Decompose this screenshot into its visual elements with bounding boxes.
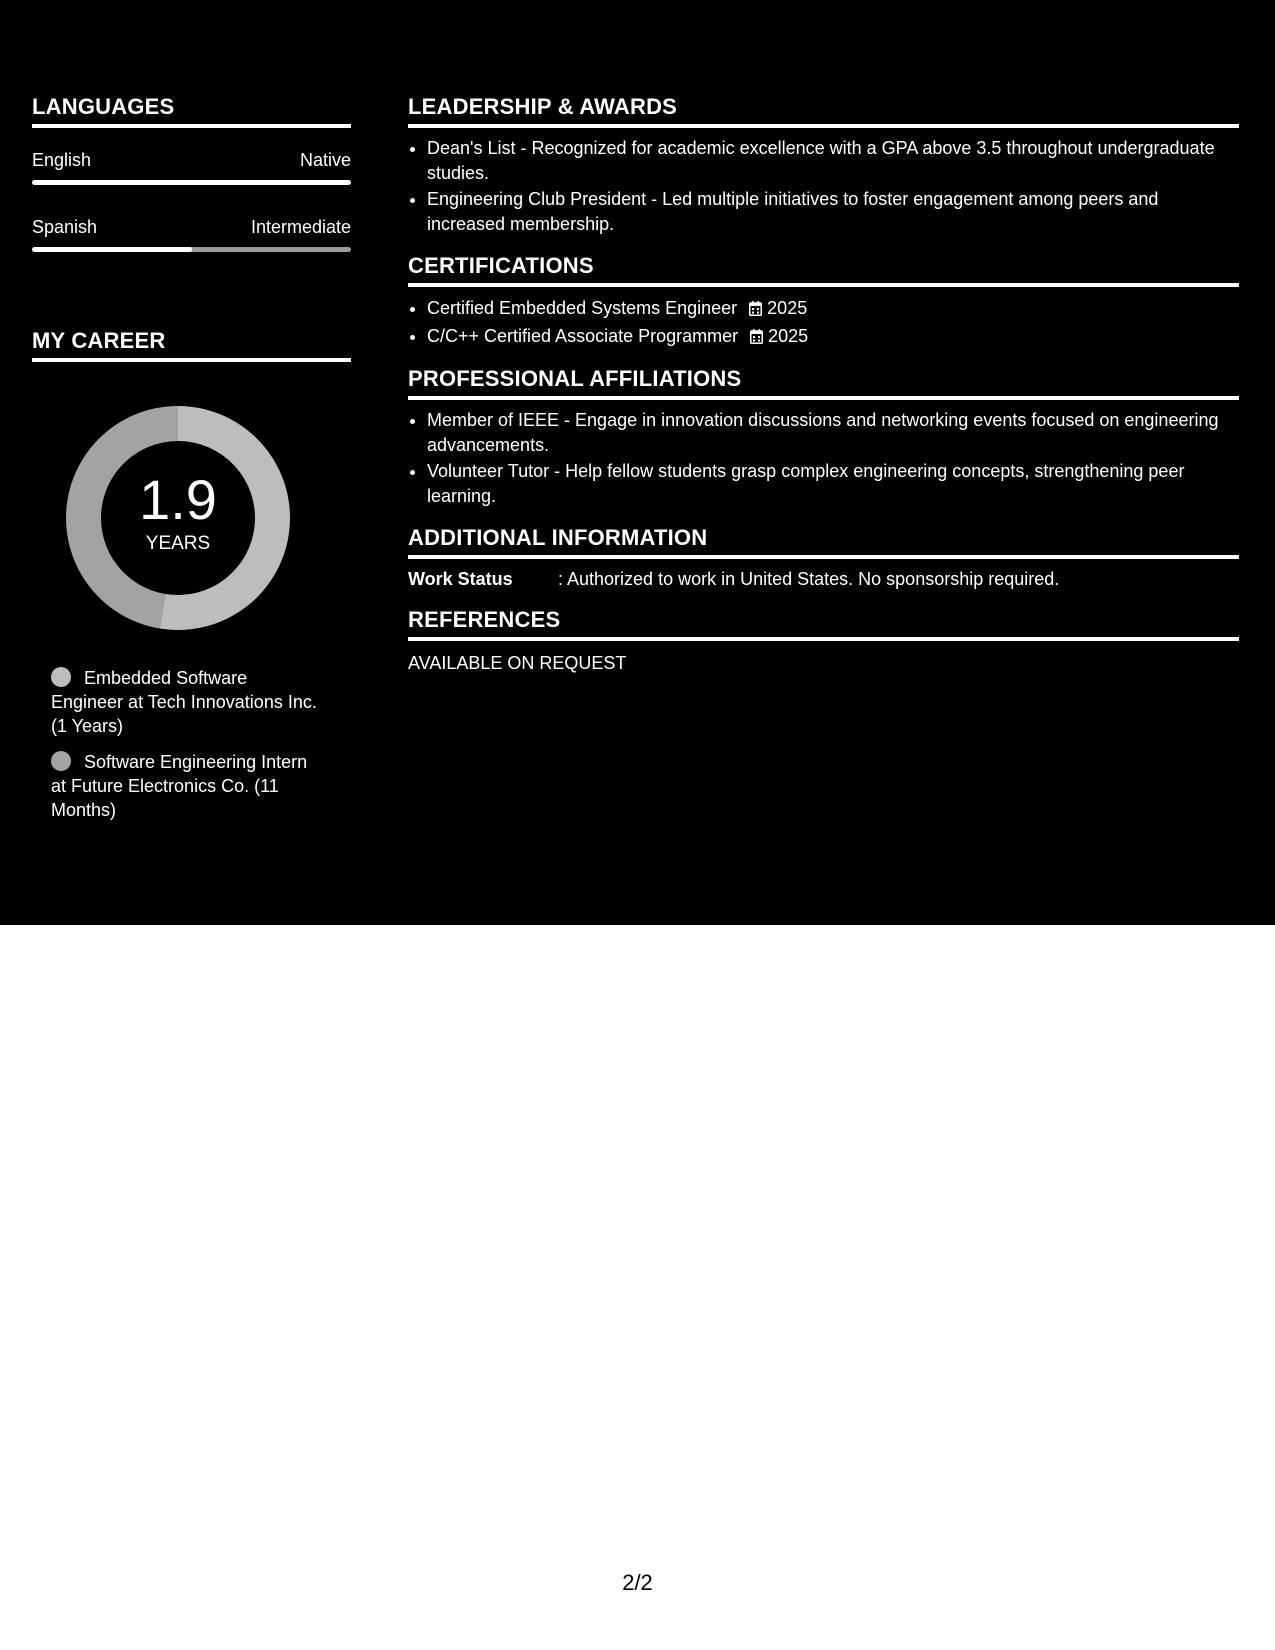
leadership-item: • Engineering Club President - Led multiple initiatives to foster engagement among peers and increased membership. <box>427 187 1239 237</box>
page-number: 2/2 <box>622 1570 653 1595</box>
certification-year: 2025 <box>767 298 808 318</box>
language-proficiency-fill <box>32 247 192 252</box>
language-item-spanish <box>32 215 351 252</box>
right-column <box>408 94 1239 691</box>
references-title: REFERENCES <box>408 607 1239 641</box>
additional-info-section <box>408 525 1239 591</box>
career-donut-chart <box>66 406 290 630</box>
affiliations-title: PROFESSIONAL AFFILIATIONS <box>408 366 1239 400</box>
career-total-unit: YEARS <box>145 533 211 554</box>
certifications-list <box>408 295 1239 350</box>
affiliations-section <box>408 366 1239 509</box>
leadership-list <box>408 136 1239 237</box>
language-item-english <box>32 148 351 185</box>
affiliation-item: • Member of IEEE - Engage in innovation discussions and networking events focused on engineering advancements. <box>427 408 1239 458</box>
donut-center <box>66 406 290 630</box>
additional-info-title: ADDITIONAL INFORMATION <box>408 525 1239 559</box>
career-total-value: 1.9 <box>139 468 217 531</box>
career-item <box>51 666 321 738</box>
languages-section <box>32 94 351 252</box>
affiliation-item: • Volunteer Tutor - Help fellow students grasp complex engineering concepts, strengthening peer learning. <box>427 459 1239 509</box>
language-proficiency-bar <box>32 247 351 252</box>
certification-name: C/C++ Certified Associate Programmer <box>427 326 739 346</box>
language-name: Spanish <box>32 217 98 237</box>
work-status-label: Work Status <box>408 569 513 589</box>
leadership-item: • Dean's List - Recognized for academic excellence with a GPA above 3.5 throughout undergraduate studies. <box>427 136 1239 186</box>
career-title: MY CAREER <box>32 328 351 362</box>
certification-item <box>427 295 1239 322</box>
career-legend-dot <box>51 667 71 687</box>
leadership-title: LEADERSHIP & AWARDS <box>408 94 1239 128</box>
language-level: Intermediate <box>250 217 351 237</box>
references-text: AVAILABLE ON REQUEST <box>408 653 627 673</box>
language-level: Native <box>299 150 351 170</box>
career-section <box>32 328 351 822</box>
work-status-value: : Authorized to work in United States. No sponsorship required. <box>558 569 1060 589</box>
work-status-row <box>408 567 1239 591</box>
certification-name: Certified Embedded Systems Engineer <box>427 298 738 318</box>
career-item-text: Software Engineering Intern at Future Electronics Co. (11 Months) <box>51 752 308 820</box>
career-item <box>51 750 321 822</box>
affiliations-list <box>408 408 1239 509</box>
certifications-section <box>408 253 1239 350</box>
certifications-title: CERTIFICATIONS <box>408 253 1239 287</box>
leadership-section <box>408 94 1239 237</box>
language-proficiency-fill <box>32 180 351 185</box>
certification-item <box>427 323 1239 350</box>
career-list <box>32 666 321 822</box>
language-proficiency-bar <box>32 180 351 185</box>
career-legend-dot <box>51 751 71 771</box>
references-section <box>408 607 1239 675</box>
career-item-text: Embedded Software Engineer at Tech Innovations Inc. (1 Years) <box>51 668 317 736</box>
calendar-icon <box>750 329 763 344</box>
language-name: English <box>32 150 92 170</box>
left-column <box>32 94 351 834</box>
languages-title: LANGUAGES <box>32 94 351 128</box>
calendar-icon <box>749 301 762 316</box>
certification-year: 2025 <box>768 326 809 346</box>
